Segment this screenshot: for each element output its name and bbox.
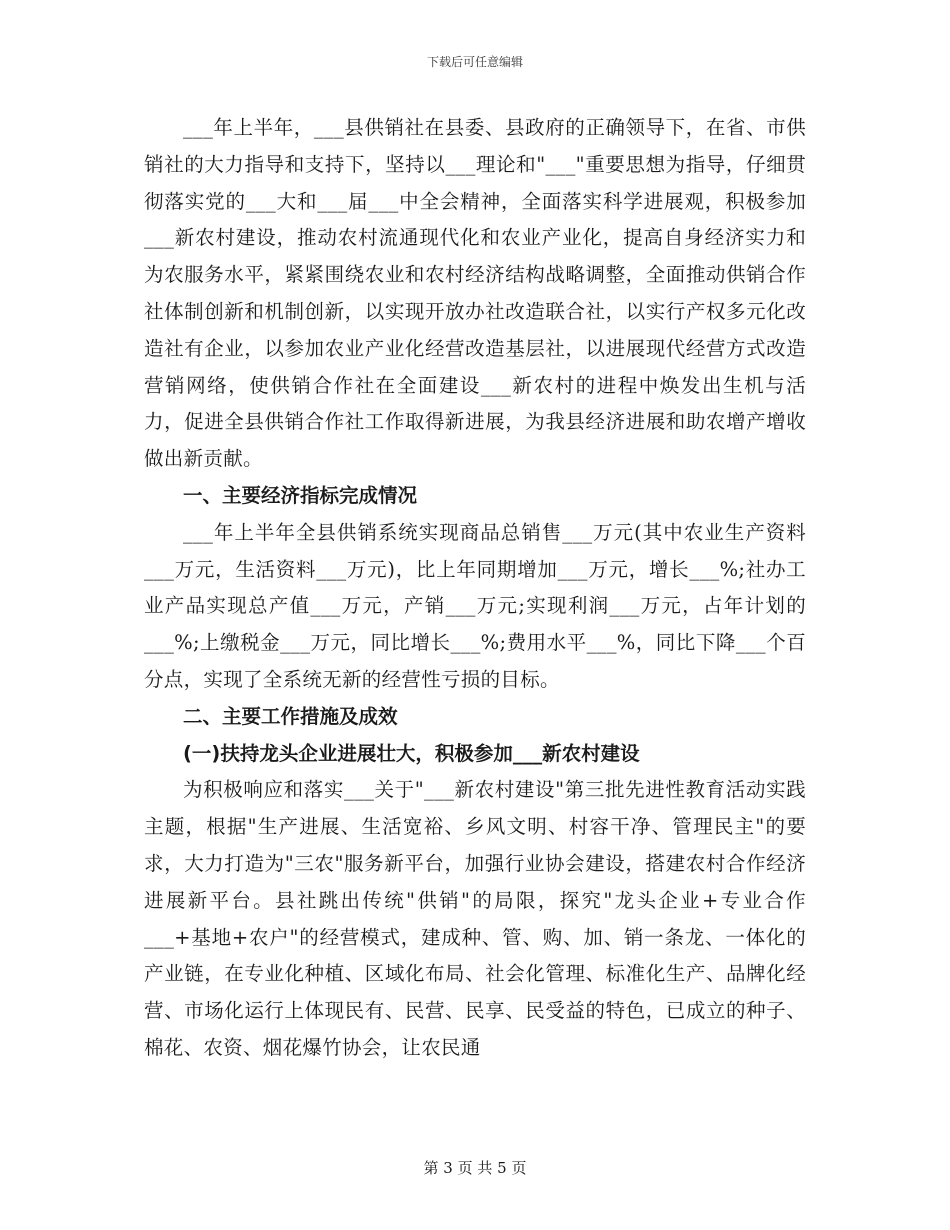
document-body xyxy=(144,110,806,1067)
section-1-paragraph: ___年上半年全县供销系统实现商品总销售___万元(其中农业生产资料___万元，生活资料___万元)，比上年同期增加___万元，增长___%;社办工业产品实现总产值___万元，产销___万元;实现利润___万元，占年计划的___%;上缴税金___万元，同比增长___%;费用水平___%，同比下降___个百分点，实现了全系统无新的经营性亏损的目标。 xyxy=(144,520,806,691)
subsection-heading-1: (一)扶持龙头企业进展壮大，积极参加___新农村建设 xyxy=(183,741,640,765)
section-heading-1: 一、主要经济指标完成情况 xyxy=(183,483,418,507)
subsection-1-paragraph: 为积极响应和落实___关于"___新农村建设"第三批先进性教育活动实践主题，根据"生产进展、生活宽裕、乡风文明、村容干净、管理民主"的要求，大力打造为"三农"服务新平台，加强行业协会建设，搭建农村合作经济进展新平台。县社跳出传统"供销"的局限，探究"龙头企业+专业合作___+基地+农户"的经营模式，建成种、管、购、加、销一条龙、一体化的产业链，在专业化种植、区域化布局、社会化管理、标准化生产、品牌化经营、市场化运行上体现民有、民营、民享、民受益的特色，已成立的种子、棉花、农资、烟花爆竹协会，让农民通 xyxy=(144,778,806,1059)
section-heading-2: 二、主要工作措施及成效 xyxy=(183,704,398,728)
page-header: 下载后可任意编辑 xyxy=(426,55,523,69)
page-number-footer: 第 3 页 共 5 页 xyxy=(423,1159,527,1177)
intro-paragraph: ___年上半年，___县供销社在县委、县政府的正确领导下，在省、市供销社的大力指导和支持下，坚持以___理论和"___"重要思想为指导，仔细贯彻落实党的___大和___届___中全会精神，全面落实科学进展观，积极参加___新农村建设，推动农村流通现代化和农业产业化，提高自身经济实力和为农服务水平，紧紧围绕农业和农村经济结构战略调整，全面推动供销合作社体制创新和机制创新，以实现开放办社改造联合社，以实行产权多元化改造社有企业，以参加农业产业化经营改造基层社，以进展现代经营方式改造营销网络，使供销合作社在全面建设___新农村的进程中焕发出生机与活力，促进全县供销合作社工作取得新进展，为我县经济进展和助农增产增收做出新贡献。 xyxy=(144,116,806,471)
